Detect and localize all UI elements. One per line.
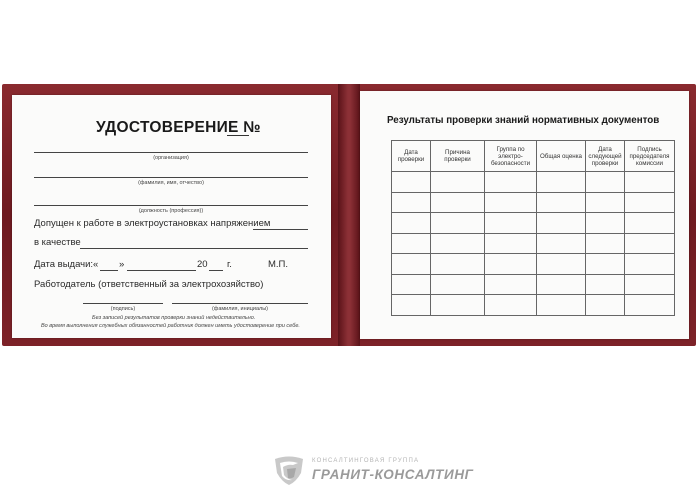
results-row — [392, 274, 675, 295]
col-header-overall-grade: Общая оценка — [537, 141, 586, 172]
results-cell — [431, 233, 485, 254]
results-row — [392, 213, 675, 234]
note-line-2: Во время выполнения служебных обязанностей работник должен иметь удостоверение при себе. — [41, 323, 300, 329]
results-cell — [625, 254, 675, 275]
col-header-reason: Причина проверки — [431, 141, 485, 172]
results-cell — [625, 274, 675, 295]
results-cell — [485, 274, 537, 295]
results-cell — [485, 254, 537, 275]
results-cell — [625, 213, 675, 234]
results-row — [392, 233, 675, 254]
col-header-chairman-signature: Подпись председателя комиссии — [625, 141, 675, 172]
results-cell — [392, 295, 431, 316]
brand-name: ГРАНИТ-КОНСАЛТИНГ — [312, 467, 474, 482]
certificate-right-page — [360, 91, 689, 339]
col-header-check-date: Дата проверки — [392, 141, 431, 172]
results-cell — [625, 172, 675, 193]
results-cell — [586, 233, 625, 254]
results-cell — [485, 213, 537, 234]
fullname-label: (фамилия, имя, отчество) — [138, 180, 204, 186]
results-title: Результаты проверки знаний нормативных документов — [387, 115, 660, 126]
results-cell — [431, 192, 485, 213]
results-body — [392, 172, 675, 316]
results-table — [391, 140, 675, 316]
month-line — [127, 270, 196, 271]
note-line-1: Без записей результатов проверки знаний недействительно. — [92, 315, 256, 321]
results-row — [392, 192, 675, 213]
quote-open: « — [93, 259, 99, 270]
as-text: в качестве — [34, 237, 81, 248]
stamp-place: М.П. — [268, 259, 289, 270]
results-cell — [625, 233, 675, 254]
certificate-title: УДОСТОВЕРЕНИЕ № — [96, 119, 261, 136]
year-prefix: 20 — [197, 259, 208, 270]
results-cell — [586, 295, 625, 316]
cover-spine — [338, 84, 360, 346]
col-header-safety-group: Группа по электро-безопасности — [485, 141, 537, 172]
results-cell — [431, 172, 485, 193]
results-row — [392, 254, 675, 275]
col-header-next-check-date: Дата следующей проверки — [586, 141, 625, 172]
results-cell — [625, 295, 675, 316]
role-line — [80, 248, 308, 249]
certificate-left-page — [12, 95, 331, 338]
certificate-number-blank — [227, 135, 249, 136]
results-cell — [586, 213, 625, 234]
results-cell — [537, 254, 586, 275]
day-line — [100, 270, 118, 271]
position-label: (должность (профессия)) — [138, 208, 204, 214]
results-cell — [537, 172, 586, 193]
results-cell — [392, 254, 431, 275]
results-cell — [431, 254, 485, 275]
admitted-text: Допущен к работе в электроустановках напряжением — [34, 218, 271, 229]
brand-logo — [272, 455, 474, 487]
results-cell — [586, 254, 625, 275]
results-cell — [485, 233, 537, 254]
results-cell — [586, 172, 625, 193]
results-cell — [392, 233, 431, 254]
brand-tagline: КОНСАЛТИНГОВАЯ ГРУППА — [312, 458, 420, 464]
results-cell — [537, 192, 586, 213]
results-cell — [537, 295, 586, 316]
year-line — [209, 270, 223, 271]
results-cell — [586, 192, 625, 213]
results-cell — [392, 213, 431, 234]
name-initials-label: (фамилия, инициалы) — [211, 306, 269, 312]
results-row — [392, 295, 675, 316]
results-cell — [537, 213, 586, 234]
results-header-row — [392, 141, 675, 172]
quote-close: » — [119, 259, 125, 270]
results-cell — [485, 295, 537, 316]
results-cell — [431, 274, 485, 295]
results-cell — [392, 192, 431, 213]
brand-shield-icon — [272, 455, 306, 487]
results-cell — [485, 172, 537, 193]
results-cell — [586, 274, 625, 295]
signature-line — [83, 303, 163, 304]
employer-text: Работодатель (ответственный за электрохозяйство) — [34, 279, 264, 290]
issue-date-label: Дата выдачи: — [34, 259, 94, 270]
name-initials-line — [172, 303, 308, 304]
results-cell — [392, 172, 431, 193]
voltage-line — [253, 229, 308, 230]
results-cell — [625, 192, 675, 213]
results-row — [392, 172, 675, 193]
organization-label: (организация) — [153, 155, 189, 161]
results-cell — [485, 192, 537, 213]
results-cell — [537, 274, 586, 295]
year-suffix: г. — [227, 259, 232, 270]
results-cell — [431, 213, 485, 234]
results-cell — [431, 295, 485, 316]
results-cell — [537, 233, 586, 254]
fullname-line — [34, 177, 308, 178]
signature-label: (подпись) — [110, 306, 136, 312]
results-cell — [392, 274, 431, 295]
position-line — [34, 205, 308, 206]
organization-line — [34, 152, 308, 153]
